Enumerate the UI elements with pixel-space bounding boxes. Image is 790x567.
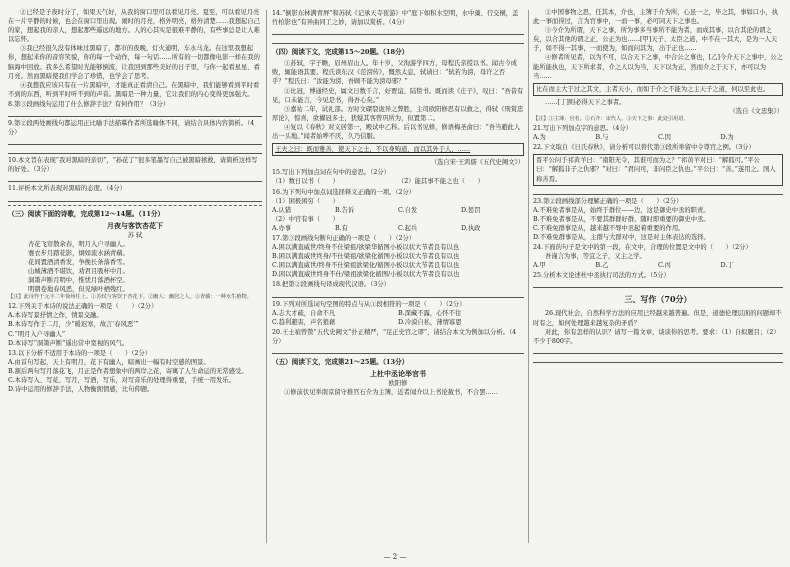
column-right	[533, 8, 783, 545]
writing-section-heading: 三、写作（70分）	[624, 294, 692, 305]
answer-line[interactable]	[8, 110, 262, 117]
option[interactable]: C.本诗写入、写花、写月，写酒，写乐，对写音乐的处理得重要，手统一用发乐。	[8, 377, 235, 384]
answer-line[interactable]	[272, 28, 524, 35]
question-11: 11.评析本文所表现对黑暗的态度。（4分）	[8, 185, 126, 193]
question-8: 8.第③段画线句运用了什么修辞手法？有何作用？（3分）	[8, 100, 170, 108]
underlined-passage-box	[272, 143, 524, 156]
question-24-options	[533, 261, 783, 270]
question-24: 24.下面的句子是文中的第一段，在文中，合理的位置是文中的（ ）（2分）	[533, 244, 752, 252]
boxed-sentence: 比在而主大于过之其文，主者天小，而如于介之不能为之主天子之道，何以至此也。	[533, 83, 783, 96]
option[interactable]: B.深藏不露，心怀不往	[398, 309, 462, 317]
passage-note: 【注】①主簿：官名。②石介：宋代人。③天下之事：此处引用语。	[533, 116, 689, 123]
fill-item[interactable]: （1）数日以书（ ）	[272, 178, 339, 186]
option[interactable]: A.志大才疏，自命不凡	[272, 309, 336, 317]
passage-paragraph: ②比冠，博通经史，属文日数千言，好贾谊、陆贽书。既而读《庄子》，叹曰：“吾昔有见，口未能言，今见是书，得吾心矣。”	[272, 87, 524, 104]
question-16: 16.为下列句中加点词选择释义正确的一项。（2分）	[272, 188, 416, 196]
answer-line[interactable]	[272, 347, 524, 354]
answer-line[interactable]	[533, 347, 783, 354]
column-middle	[272, 8, 524, 545]
poem-author: 苏 轼	[127, 231, 143, 239]
question-16a-options	[272, 206, 524, 215]
question-18: 18.把第②段画线句译成现代汉语。（3分）	[272, 281, 390, 289]
question-15-items	[272, 177, 524, 186]
answer-line[interactable]	[272, 291, 524, 298]
question-22: 22.下文取自《日氏春秋》，请分析可以替代第③段所举留中令尊官之例。（3分）	[533, 144, 755, 152]
option[interactable]: A.甲	[533, 262, 546, 270]
option[interactable]: A.办事	[272, 224, 292, 232]
option[interactable]: D.冷漠自私，薄情寡恩	[398, 318, 462, 326]
passage-paragraph: ③我已经很久没有体味过黑暗了，都市的夜晚，灯火通明，车水马龙。在这里我想起你，想起来你的音容笑貌，你的每一个动作，每一句话……所有的一切都像电影一样在我的脑海中回放。我多么希望时光能够倒流，让我回到那些美好的日子里，与你一起看星星、看月亮。然而黑暗使我们学会了珍惜，也学会了思考。	[8, 45, 260, 80]
passage-paragraph: ……[丁]则必得天下之事者。	[545, 98, 626, 106]
section-4-title: （四）阅读下文，完成第15～20题。（18分）	[272, 48, 409, 57]
question-23: 23.第②段画线部分理解正确的一项是（ ）（2分）	[533, 197, 683, 205]
option[interactable]: C.“明月入户寻幽人”	[8, 330, 66, 338]
passage-author: 欧阳修	[388, 380, 408, 388]
question-19: 19.下列对所选词句空图的特点与从①段相符的一项是（ ）（2分）	[272, 300, 466, 308]
underlined-sentence: 王夫之曰：既而雅善，使天下之士，不以身殉道，而以其外于人，……	[275, 146, 471, 154]
poem-line: 花间置酒清香发，争挽长条落香雪。	[28, 258, 129, 266]
option[interactable]: C.趋利避害，声名狼藉	[272, 318, 336, 326]
question-16b: （2）中官有事（ ）	[272, 215, 339, 223]
question-21: 21.写出下列加点字的意思。（4分）	[533, 125, 633, 133]
option[interactable]: A.由首句写起，天上有明月，花下有幽人，暗画出一幅有时空感的图景。	[8, 358, 210, 366]
question-17: 17.第③段画线句断句正确的一项是（ ）（2分）	[272, 234, 416, 242]
option[interactable]: C.因	[658, 134, 671, 142]
option[interactable]: D.困以满直威世终身不仕/梁祖欲梁化循图/小板以状大节者良有以也	[272, 271, 460, 279]
option[interactable]: D.本诗写“洞箫声断”遥出常中宽视的风气。	[8, 339, 129, 347]
column-divider	[528, 10, 529, 543]
answer-line[interactable]	[533, 281, 783, 288]
passage-paragraph: ④复以《春秋》对义居第一，殿试中乙科。后以书见修，修语梅圣俞曰：“吾当避此人出一头地。”闻者始哗不厌，久乃信服。	[272, 123, 521, 141]
answer-line[interactable]	[8, 147, 262, 154]
answer-line[interactable]	[8, 195, 262, 202]
column-divider	[266, 10, 267, 543]
question-26: 26.现代社会，自然科学方法的应用已经越来越普遍。但是，道德伦理层面的问题却不时有之，如何处理越来越复杂的矛盾？	[533, 310, 782, 327]
passage-source: （选自宋·王鸿儒《五代史阙文》）	[430, 159, 524, 167]
option[interactable]: B.不难免者事是从，不要其群群好群，随时即重要的御史中丞。	[533, 215, 710, 223]
quoted-sentence: 吾谨言为事，等宜之子，又主之学。	[545, 253, 646, 261]
question-16a: （1）困极困穷（ ）	[272, 197, 339, 205]
option[interactable]: B.有	[335, 224, 348, 232]
poem-title: 月夜与客饮杏花下	[107, 220, 163, 230]
poem-line: 洞箫声断月明中，惟忧月落酒杯空。	[28, 277, 129, 285]
option[interactable]: A.认错	[272, 206, 292, 214]
option[interactable]: D.执政	[461, 224, 481, 232]
question-15: 15.写出下列加点词在句中的意思。（2分）	[272, 169, 390, 177]
answer-line[interactable]	[272, 37, 524, 44]
passage-title: 上杜中丞论举官书	[370, 369, 426, 379]
option[interactable]: A.不难免者事是从，始终于群位——边，这是御史中丞的职责。	[533, 206, 710, 214]
answer-line[interactable]	[8, 138, 262, 145]
page-number: — 2 —	[383, 553, 407, 561]
question-21-options	[533, 133, 783, 142]
poem-line: 明朝卷地春风恶，但见绿叶栖残红。	[28, 286, 129, 294]
fill-item[interactable]: （2）能其事不能之也（ ）	[398, 178, 484, 186]
option[interactable]: D.丁	[720, 262, 734, 270]
question-9: 9.第②段两处画线句都运用正比喻手法描摹作者所选喻体不同，请结合具体内容简析。（4分）	[8, 120, 255, 137]
passage-paragraph: ②已经是子夜时分了，如果天气好，从我的窗口里可以看见月亮。夏至，可以看见月亮在一片平静的时候，也会在窗口里出现。闹时的月亮，格外明亮，格外清楚……我想起自己的家，想起我的亲人，想起那些遥远的地方。人的心其实是很难平静的，有些事总是让人难以忘怀。	[8, 9, 260, 44]
section-5-title: （五）阅读下文，完成第21～25题。（13分）	[272, 358, 409, 366]
passage-paragraph: ④我想我应该只有在一片黑暗中，才能真正看清自己。在黑暗中，我们能够看到平时看不到的东西，听到平时听不到的声音。黑暗是一种力量，它让我们的内心变得更加强大。	[8, 81, 260, 98]
passage-paragraph: ③今介为所谓，天下之事，所为事多当事所不能为者，而成其事，以合其论的谓之矣，以合其他的谓之正，公正为也……[甲]天子、太臣之道，中不在一其大，是为一人天子，如不得一其事，一而使为，如而问其为，出于正也……	[533, 27, 778, 53]
question-12: 12.下列关于本诗的说法正确的一项是（ ）（2分）	[8, 303, 158, 311]
passage-source: （选自《文忠集》）	[729, 107, 783, 115]
option[interactable]: A.困以满直威世/终身不仕梁祖/欲梁华循图小板以状大节者良有以也	[272, 244, 460, 252]
option[interactable]: B.与	[595, 134, 609, 142]
answer-line[interactable]	[533, 356, 783, 363]
option[interactable]: A.为	[533, 134, 546, 142]
question-26-requirements: 对此，你有怎样的认识？请写一篇文章，谈谈你的思考。要求：（1）自拟题目；（2）不少于800字。	[533, 328, 780, 345]
poem-body	[8, 240, 262, 295]
question-13: 13.以下分析不适用于本诗的一项是（ ）（2分）	[8, 349, 152, 357]
option[interactable]: B.颔后两句写月落花飞，月正是作者想象中的两岸之花，寄寓了人生命运的无常感受。	[8, 367, 248, 375]
quoted-passage-box: 晋平公问于祁黄羊曰：“南阳无令，其谁可而为之？”祁黄羊对曰：“解狐可。”平公曰：“解狐非子之仇邪？”对曰：“君问可，非问臣之仇也。”平公曰：“善。”遂用之。国人称善焉。	[533, 154, 783, 185]
option[interactable]: C.困以满直威世/终身不仕梁祖欲梁化/循图小板以状大节者良有以也	[272, 262, 460, 270]
passage-paragraph: ①苏轼，字子瞻，眉州眉山人。年十岁，父洵游学四方，母程氏亲授以书。闻古今成败，辄能语其要。程氏读东汉《范滂传》，慨然太息，轼请曰：“轼若为滂，母许之否乎？”程氏曰：“汝能为滂，吾顾不能为滂母邪？”	[272, 60, 517, 86]
answer-line[interactable]	[533, 188, 783, 195]
section-3-title: （三）阅读下面的诗歌，完成第12～14题。（11分）	[8, 209, 165, 218]
poem-note: 【注】此诗作于元丰二年徐州任上。①苏轼与客饮于杏花下。②幽人：幽居之人。③青蘋：一种水生植物。	[8, 294, 252, 301]
column-left	[8, 8, 262, 545]
question-10: 10.本文旨在表现“我对黑暗的亲切”，“孙花了”很多笔墨写自己被黑暗拯救，请简析这样写的好处。（3分）	[8, 157, 258, 174]
poem-line: 杏花飞帘散余春，明月入户寻幽人。	[28, 240, 129, 248]
question-19-options	[272, 309, 524, 327]
option[interactable]: D.诗中运用的修辞手法，人物衡拥情感，比句仰题。	[8, 386, 154, 394]
option[interactable]: C.不难免群事是从，越来越不辱中丞起着重要的作用。	[533, 224, 685, 232]
question-14: 14.“倒影东林满青屏”和苏轼《记承天寺夜游》中“庭下如积水空明，水中藻、荇交横，盖竹柏影也”有异曲同工之妙，请加以赏析。（4分）	[272, 10, 519, 27]
passage-paragraph: ①修前伏见举南京留守推官石介为主簿，近者闻介以上书论赦书，不合罢……	[284, 389, 499, 397]
option[interactable]: D.惩罚	[461, 206, 481, 214]
question-16b-options	[272, 224, 524, 233]
option[interactable]: A.本诗写景抒情之作，情景交融。	[8, 312, 103, 320]
passage-paragraph: ②中国事物之思，任其本，介也，主簿于介为所，心虽一之，毕之其，事如口小，执此一事而得过，言为官事中，一而一事，必可同天下之事也。	[533, 9, 778, 26]
option[interactable]: C.起兵	[398, 224, 418, 232]
option[interactable]: B.告诉	[335, 206, 355, 214]
passage-paragraph: ④修者所见者，以为不可，以合天下之事，中合公之事也，[乙]今介天下之事中，公之能所能执也，天下所求者，介之人以为当，天下以为正，然而介之于天下，亦可以为当……	[533, 54, 783, 80]
passage-paragraph: ③嘉祐二年，试礼部。方时文磔裂诡异之弊胜，主司欧阳修思有以救之，得轼《刑赏忠厚论》，惊喜，欲擢冠多士，犹疑其客曾巩所为，但置第二。	[272, 105, 524, 122]
question-25: 25.分析本文论述杜中丞执行司法的方式。（5分）	[533, 272, 670, 280]
answer-line[interactable]	[8, 175, 262, 182]
option[interactable]: B.乙	[595, 262, 609, 270]
poem-line: 山城薄酒不堪饮，劝君且吸杯中月。	[28, 267, 129, 275]
option[interactable]: D.为	[720, 134, 734, 142]
option[interactable]: C.自发	[398, 206, 418, 214]
option[interactable]: C.丙	[658, 262, 671, 270]
option[interactable]: B.困以满直威世终身/不仕梁祖/欲梁化循图小板以状大节者良有以也	[272, 253, 460, 261]
question-20: 20.王士禎曾赞“五代史阙文”扑正精严，“足正史官之谬”，请结合本文为例加以分析。（4分）	[272, 328, 517, 345]
option[interactable]: B.本诗写作于二月，少“暖迟寒，故言‘春风恶’”	[8, 321, 139, 329]
poem-line: 褰衣步月踏花影，炯如流水涵青蘋。	[28, 249, 129, 257]
section-divider	[8, 205, 262, 206]
option[interactable]: D.不难免群事是从，主群与大群对中，这是对主体表达的选择。	[533, 233, 710, 241]
